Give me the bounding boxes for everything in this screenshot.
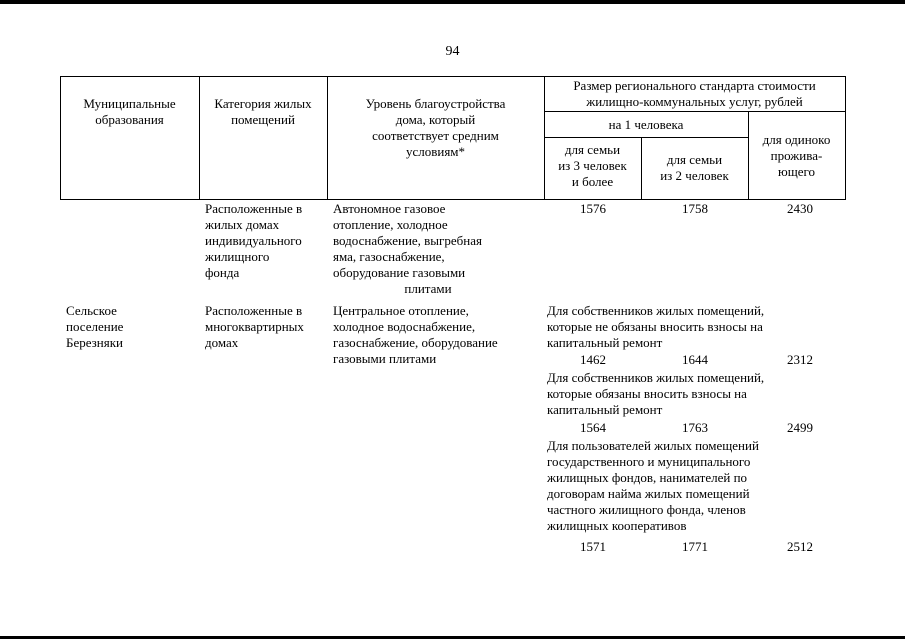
row1-category: Расположенные в жилых домах индивидуального жилищного фонда <box>205 201 303 280</box>
row2-group3-note: Для пользователей жилых помещений государственного и муниципального жилищных фондов, нанимателей по договорам найма жилых помещений частного жилищного фонда, членов жилищных кооперативов <box>547 438 759 533</box>
bottom-rule <box>0 636 905 639</box>
row2-level: Центральное отопление, холодное водоснабжение, газоснабжение, оборудование газовыми плитами <box>333 303 498 366</box>
row1-value-single: 2430 <box>787 201 813 216</box>
row2-group3-value-single: 2512 <box>787 539 813 554</box>
header-family3: для семьи из 3 человек и более <box>558 142 627 189</box>
row1-level: Автономное газовое отопление, холодное водоснабжение, выгребная яма, газоснабжение, оборудование газовыми плитами <box>333 201 482 296</box>
row1-value-family2: 1758 <box>682 201 708 216</box>
page-number: 94 <box>445 44 460 59</box>
row2-group2-note: Для собственников жилых помещений, которые обязаны вносить взносы на капитальный ремонт <box>547 370 765 417</box>
header-per-person: на 1 человека <box>608 117 684 132</box>
header-level: Уровень благоустройства дома, который соответствует средним условиям* <box>365 96 506 159</box>
top-rule <box>0 0 905 4</box>
row2-group1-value-family2: 1644 <box>682 352 708 367</box>
row2-group1-value-single: 2312 <box>787 352 813 367</box>
row2-group3-value-family3: 1571 <box>580 539 606 554</box>
header-single: для одиноко прожива- ющего <box>762 132 831 179</box>
header-standard: Размер регионального стандарта стоимости жилищно-коммунальных услуг, рублей <box>573 78 816 109</box>
header-municipality: Муниципальные образования <box>83 96 176 127</box>
row2-category: Расположенные в многоквартирных домах <box>205 303 304 350</box>
row2-group3-value-family2: 1771 <box>682 539 708 554</box>
header-category: Категория жилых помещений <box>214 96 312 127</box>
row2-group2-value-family3: 1564 <box>580 420 606 435</box>
header-family2: для семьи из 2 человек <box>660 152 729 183</box>
row2-group1-value-family3: 1462 <box>580 352 606 367</box>
row2-municipality: Сельское поселение Березняки <box>66 303 124 350</box>
row2-group2-value-single: 2499 <box>787 420 813 435</box>
row1-value-family3: 1576 <box>580 201 606 216</box>
row2-group2-value-family2: 1763 <box>682 420 708 435</box>
row2-group1-note: Для собственников жилых помещений, которые не обязаны вносить взносы на капитальный ремонт <box>547 303 765 350</box>
